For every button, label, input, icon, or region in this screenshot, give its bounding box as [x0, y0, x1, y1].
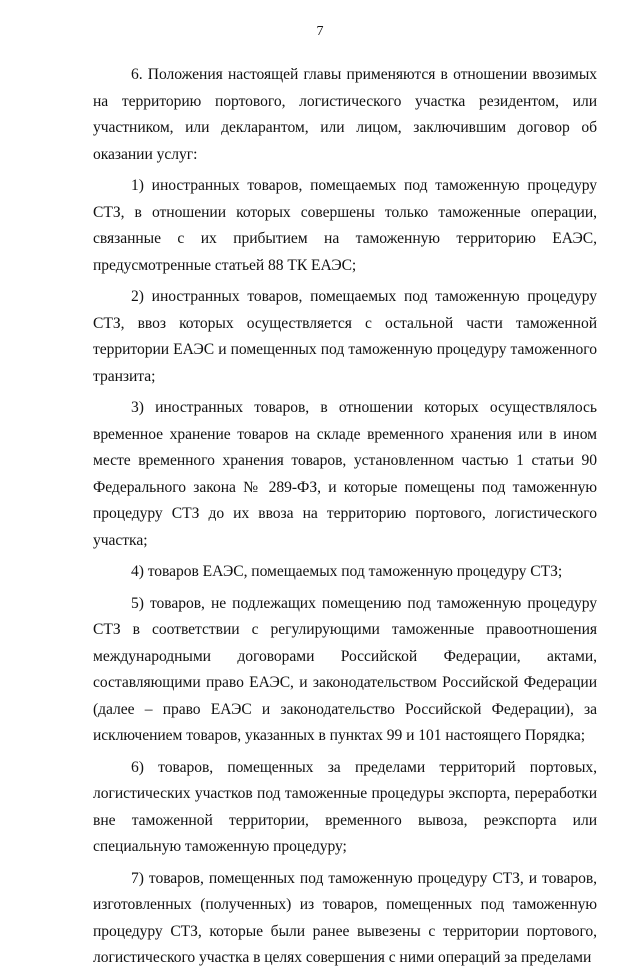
list-item-4: 4) товаров ЕАЭС, помещаемых под таможенную процедуру СТЗ;: [131, 563, 563, 580]
list-item-5: 5) товаров, не подлежащих помещению под таможенную процедуру СТЗ в соответствии с регулирующими таможенные правоотношения международными договорами Российской Федерации, актами, составляющими право ЕАЭС, и законодательством Российской Федерации (далее – право ЕАЭС и законодательство Российской Федерации), за исключением товаров, указанных в пунктах 99 и 101 настоящего Порядка;: [93, 594, 597, 744]
paragraph-6: 6. Положения настоящей главы применяются в отношении ввозимых на территорию портового, логистического участка резидентом, или участником, или декларантом, или лицом, заключившим договор об оказании услуг:: [93, 66, 597, 163]
list-item-2: 2) иностранных товаров, помещаемых под таможенную процедуру СТЗ, ввоз которых осуществляется с остальной части таможенной территории ЕАЭС и помещенных под таможенную процедуру таможенного транзита;: [93, 288, 597, 385]
list-item-6: 6) товаров, помещенных за пределами территорий портовых, логистических участков под таможенные процедуры экспорта, переработки вне таможенной территории, временного вывоза, реэкспорта или специальную таможенную процедуру;: [93, 758, 597, 855]
document-body: [93, 62, 597, 977]
list-item-3: 3) иностранных товаров, в отношении которых осуществлялось временное хранение товаров на складе временного хранения или в ином месте временного хранения товаров, установленном частью 1 статьи 90 Федерального закона № 289-ФЗ, и которые помещены под таможенную процедуру СТЗ до их ввоза на территорию портового, логистического участка;: [93, 399, 597, 549]
list-item-7: 7) товаров, помещенных под таможенную процедуру СТЗ, и товаров, изготовленных (полученных) из товаров, помещенных под таможенную процедуру СТЗ, которые были ранее вывезены с территории портового, логистического участка в целях совершения с ними операций за пределами: [93, 869, 597, 966]
page-number: 7: [316, 24, 324, 39]
list-item-1: 1) иностранных товаров, помещаемых под таможенную процедуру СТЗ, в отношении которых совершены только таможенные операции, связанные с их прибытием на таможенную территорию ЕАЭС, предусмотренные статьей 88 ТК ЕАЭС;: [93, 177, 597, 274]
